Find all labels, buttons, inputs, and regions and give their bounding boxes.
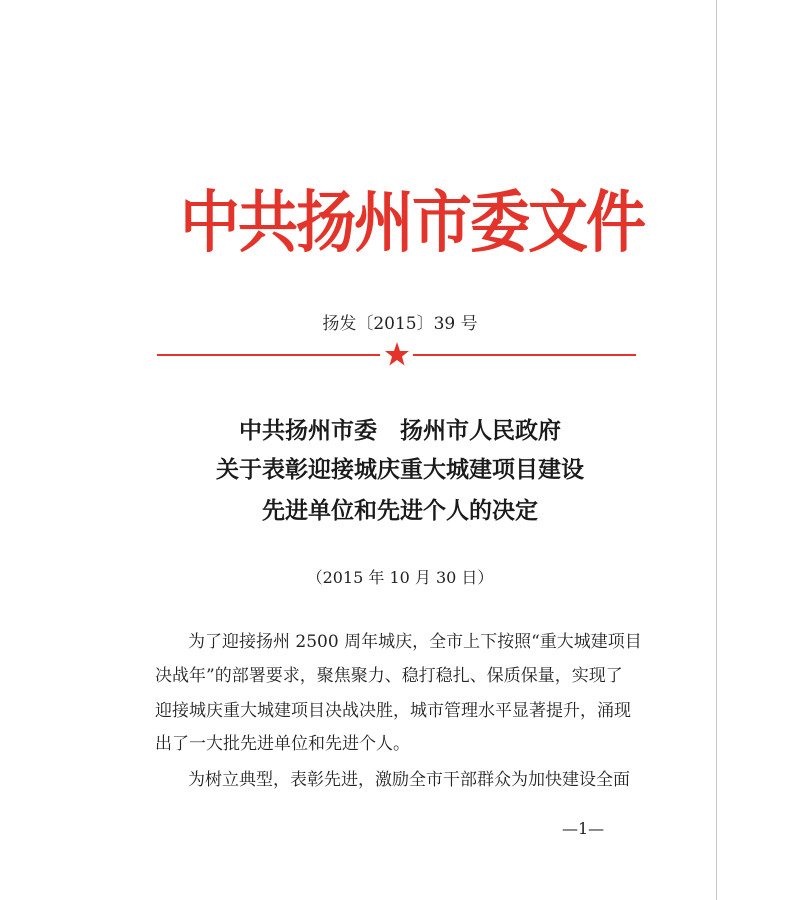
page-edge — [716, 0, 717, 900]
star-icon — [384, 341, 410, 367]
document-masthead: 中共扬州市委文件 — [180, 183, 644, 263]
document-title-line: 先进单位和先进个人的决定 — [262, 497, 538, 524]
separator-rule-right — [413, 354, 636, 356]
document-title-line: 关于表彰迎接城庆重大城建项目建设 — [216, 456, 584, 483]
body-text-line: 决战年”的部署要求，聚焦聚力、稳打稳扎、保质保量，实现了 — [155, 666, 623, 686]
body-text-line: 迎接城庆重大城建项目决战决胜，城市管理水平显著提升，涌现 — [155, 701, 631, 721]
separator-rule-left — [157, 354, 380, 356]
document-title-line: 中共扬州市委 扬州市人民政府 — [239, 417, 561, 444]
body-text-line: 为树立典型，表彰先进，激励全市干部群众为加快建设全面 — [188, 770, 630, 790]
body-text-line: 出了一大批先进单位和先进个人。 — [155, 734, 410, 754]
document-date: （2015 年 10 月 30 日） — [306, 568, 494, 587]
page-number: —1— — [562, 819, 605, 838]
body-text-line: 为了迎接扬州 2500 周年城庆，全市上下按照“重大城建项目 — [188, 632, 642, 652]
document-number: 扬发〔2015〕39 号 — [322, 314, 478, 334]
